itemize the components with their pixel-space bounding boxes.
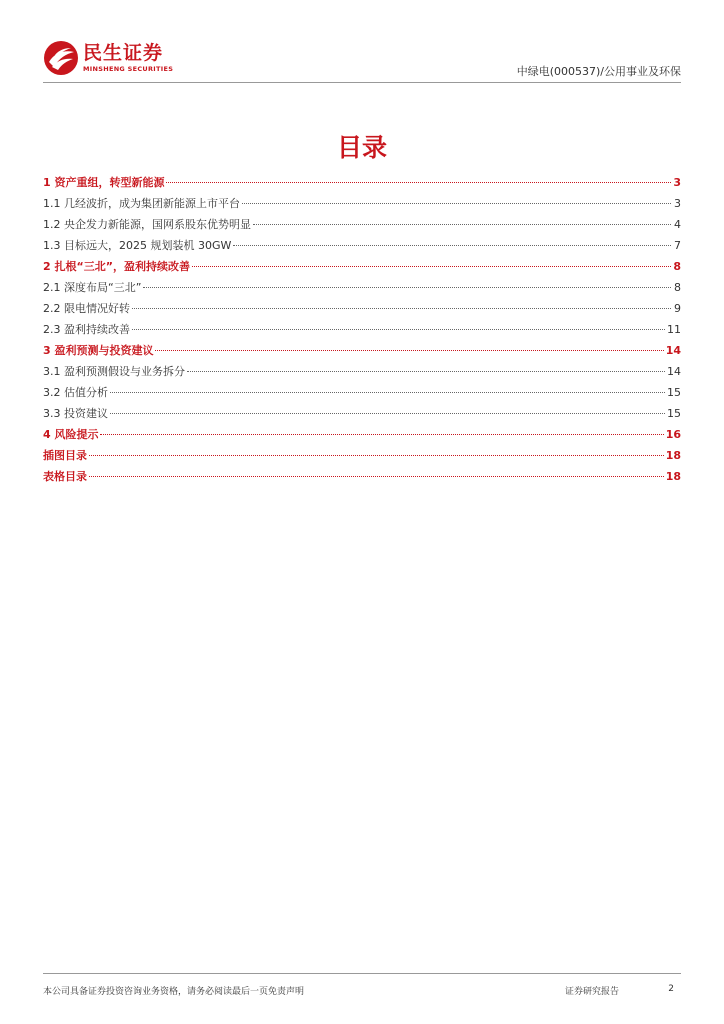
toc-entry-page: 8 <box>674 281 681 294</box>
toc-leader-dots <box>100 434 663 435</box>
toc-entry-label: 表格目录 <box>43 470 87 483</box>
toc-leader-dots <box>242 203 671 204</box>
toc-entry-page: 16 <box>665 428 681 441</box>
report-title: 中绿电(000537)/公用事业及环保 <box>516 65 681 78</box>
toc-leader-dots <box>143 287 671 288</box>
brand-text <box>83 43 173 74</box>
toc-entry-label: 3.2 估值分析 <box>43 386 108 399</box>
toc-entry-label: 1.1 几经波折，成为集团新能源上市平台 <box>43 197 240 210</box>
toc-entry-label: 2.3 盈利持续改善 <box>43 323 130 336</box>
toc-entry-page: 7 <box>674 239 681 252</box>
toc-entry-label: 插图目录 <box>43 449 87 462</box>
toc-entry-page: 15 <box>667 386 681 399</box>
toc-leader-dots <box>89 476 664 477</box>
toc-entry[interactable] <box>43 361 681 382</box>
toc-leader-dots <box>192 266 671 267</box>
minsheng-logo-icon <box>43 40 79 76</box>
brand-name-en: MINSHENG SECURITIES <box>83 64 174 73</box>
toc-entry[interactable] <box>43 256 681 277</box>
footer-divider <box>43 973 681 974</box>
toc-entry-page: 14 <box>667 365 681 378</box>
toc-entry-label: 1.2 央企发力新能源，国网系股东优势明显 <box>43 218 251 231</box>
toc-entry[interactable] <box>43 277 681 298</box>
toc-entry-page: 3 <box>674 197 681 210</box>
toc-entry[interactable] <box>43 424 681 445</box>
brand-name-cn: 民生证券 <box>83 41 164 64</box>
toc-entry-page: 8 <box>673 260 681 273</box>
toc-entry-label: 2.1 深度布局“三北” <box>43 281 142 294</box>
toc-entry-page: 14 <box>665 344 681 357</box>
page-number: 2 <box>668 984 674 994</box>
toc-entry[interactable] <box>43 340 681 361</box>
toc-entry-page: 11 <box>667 323 681 336</box>
toc-entry-page: 18 <box>665 470 681 483</box>
toc-entry-label: 3.3 投资建议 <box>43 407 108 420</box>
toc-entry[interactable] <box>43 466 681 487</box>
header-divider <box>43 82 681 83</box>
footer-disclaimer: 本公司具备证券投资咨询业务资格，请务必阅读最后一页免责声明 <box>43 987 305 997</box>
toc-entry[interactable] <box>43 445 681 466</box>
toc-entry-page: 18 <box>665 449 681 462</box>
toc-leader-dots <box>166 182 671 183</box>
toc-leader-dots <box>110 413 665 414</box>
toc-leader-dots <box>132 308 671 309</box>
toc-entry[interactable] <box>43 403 681 424</box>
toc-entry-page: 15 <box>667 407 681 420</box>
toc-entry[interactable] <box>43 235 681 256</box>
toc-entry-label: 1.3 目标远大，2025 规划装机 30GW <box>43 239 232 252</box>
table-of-contents <box>43 172 681 487</box>
toc-leader-dots <box>155 350 663 351</box>
toc-entry[interactable] <box>43 214 681 235</box>
toc-entry[interactable] <box>43 382 681 403</box>
toc-entry-label: 1 资产重组，转型新能源 <box>43 176 165 189</box>
brand-logo <box>43 40 173 76</box>
toc-entry-label: 2 扎根“三北”，盈利持续改善 <box>43 260 190 273</box>
toc-entry[interactable] <box>43 319 681 340</box>
toc-entry-label: 3 盈利预测与投资建议 <box>43 344 154 357</box>
toc-leader-dots <box>132 329 665 330</box>
toc-leader-dots <box>253 224 671 225</box>
toc-entry-label: 4 风险提示 <box>43 428 99 441</box>
toc-leader-dots <box>110 392 665 393</box>
toc-leader-dots <box>187 371 665 372</box>
page-header <box>0 0 724 86</box>
toc-entry-label: 3.1 盈利预测假设与业务拆分 <box>43 365 185 378</box>
toc-title: 目录 <box>336 133 387 162</box>
toc-entry-page: 3 <box>673 176 681 189</box>
toc-entry[interactable] <box>43 172 681 193</box>
toc-entry-page: 9 <box>674 302 681 315</box>
toc-entry-page: 4 <box>674 218 681 231</box>
toc-entry[interactable] <box>43 298 681 319</box>
toc-entry[interactable] <box>43 193 681 214</box>
footer-doc-type: 证券研究报告 <box>565 987 620 997</box>
toc-leader-dots <box>233 245 671 246</box>
toc-entry-label: 2.2 限电情况好转 <box>43 302 130 315</box>
toc-leader-dots <box>89 455 664 456</box>
